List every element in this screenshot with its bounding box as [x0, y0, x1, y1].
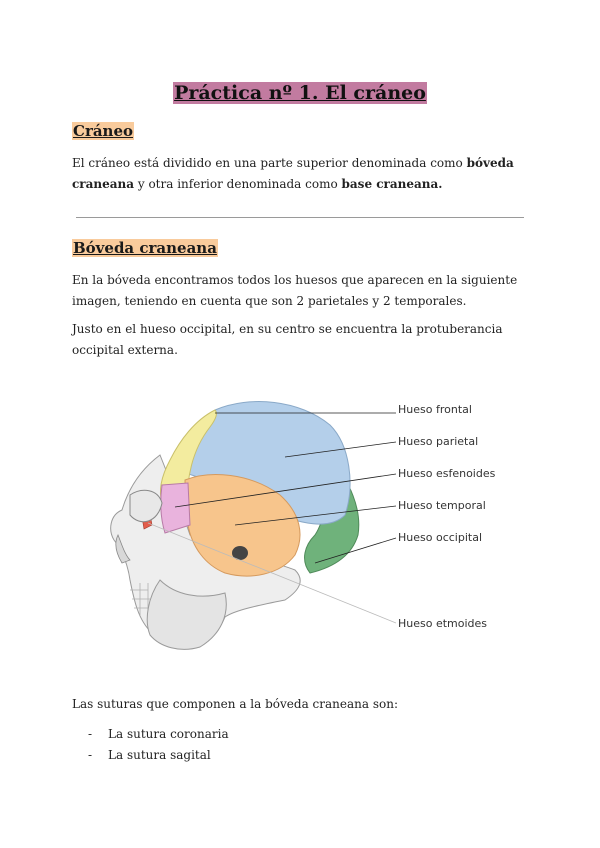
list-item	[88, 745, 229, 766]
craneo-bold-base: base craneana.	[341, 177, 443, 191]
label-esfenoides: Hueso esfenoides	[398, 467, 496, 480]
heading-craneo: Cráneo	[73, 122, 134, 140]
boveda-paragraph-1: En la bóveda encontramos todos los huesos que aparecen en la siguiente imagen, teniendo en cuenta que son 2 parietales y 2 temporales.	[72, 273, 518, 308]
sutures-list	[88, 724, 229, 766]
craneo-text-2: y otra inferior denominada como	[134, 177, 342, 191]
boveda-paragraph-2: Justo en el hueso occipital, en su centro se encuentra la protuberancia occipital externa.	[72, 322, 503, 357]
craneo-text-1: El cráneo está dividido en una parte superior denominada como	[72, 156, 467, 170]
horizontal-divider	[76, 217, 524, 218]
label-frontal: Hueso frontal	[398, 403, 472, 416]
list-dash: -	[88, 727, 93, 741]
sutures-intro: Las suturas que componen a la bóveda craneana son:	[72, 697, 398, 711]
label-occipital: Hueso occipital	[398, 531, 482, 544]
suture-sagital: La sutura sagital	[108, 748, 211, 762]
label-parietal: Hueso parietal	[398, 435, 479, 448]
page-title-text: Práctica nº 1. El cráneo	[174, 82, 426, 104]
page-title	[0, 82, 600, 104]
skull-figure	[100, 385, 500, 674]
craneo-paragraph	[72, 153, 532, 195]
label-temporal: Hueso temporal	[398, 499, 486, 512]
suture-coronaria: La sutura coronaria	[108, 727, 229, 741]
heading-boveda: Bóveda craneana	[73, 239, 217, 257]
esfenoides-bone	[161, 483, 190, 533]
craneo-bold-boveda: bóveda craneana	[72, 156, 514, 191]
label-etmoides: Hueso etmoides	[398, 617, 488, 630]
skull-diagram	[100, 385, 500, 670]
list-dash: -	[88, 748, 93, 762]
list-item	[88, 724, 229, 745]
